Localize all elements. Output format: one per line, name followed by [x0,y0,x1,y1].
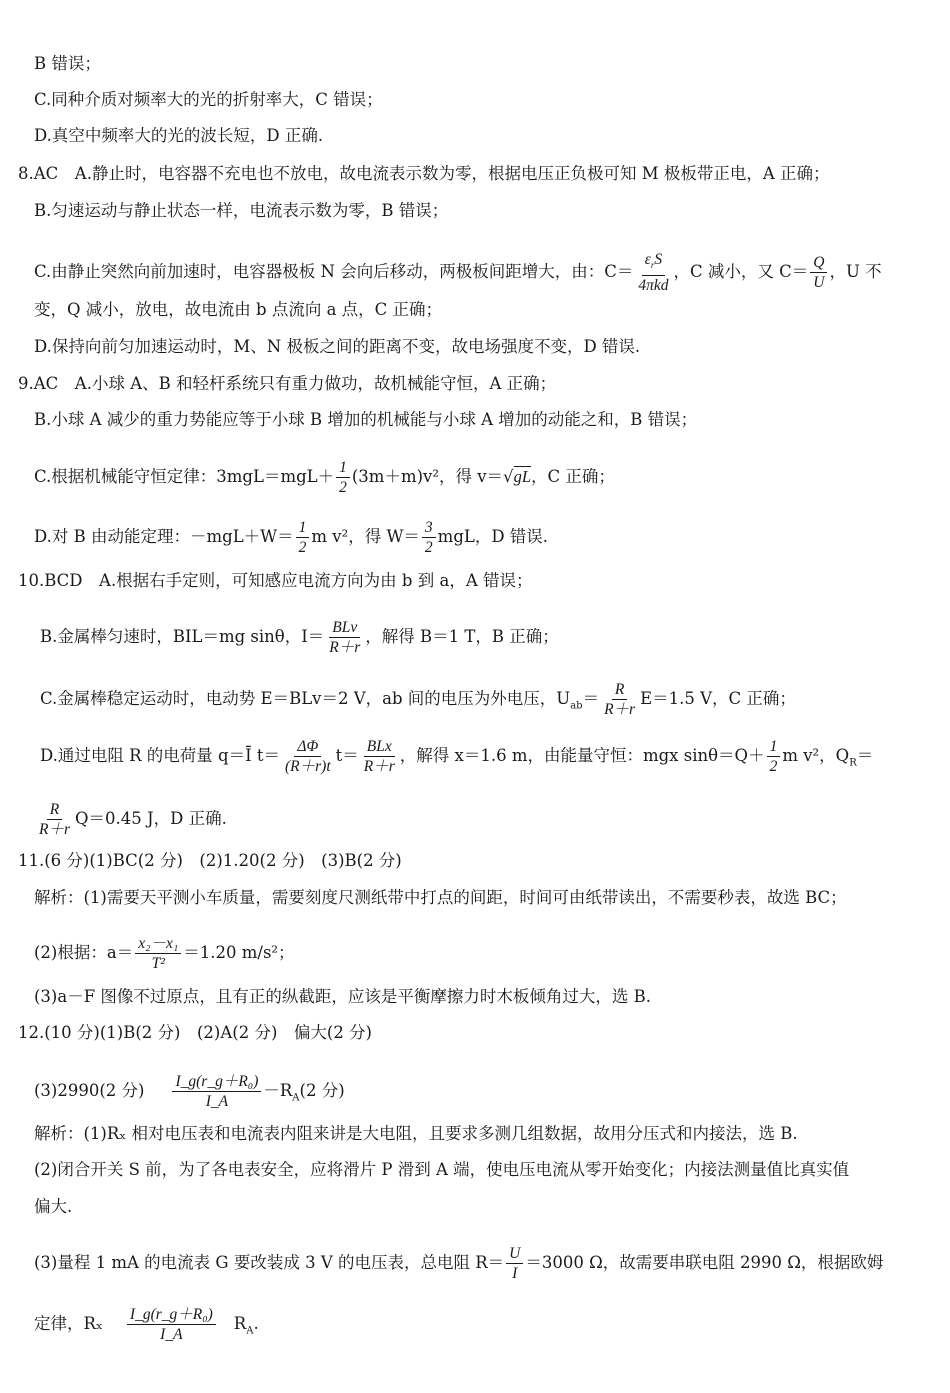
q12-part3-text-1: (3)2990(2 分) [34,1081,145,1100]
q9-d-text-1: D.对 B 由动能定理：－mgL＋W＝ [34,527,294,546]
q12-part3-text-2: －R [263,1081,293,1100]
q10-d-cont-text: Q＝0.45 J，D 正确. [75,809,227,828]
half-fraction [336,458,350,497]
q12-explain-3-text-1: (3)量程 1 mA 的电流表 G 要改装成 3 V 的电压表，总电阻 R＝ [34,1253,505,1272]
q10-c-text-2: E＝1.5 V，C 正确； [640,689,796,708]
q9-c-text-1: C.根据机械能守恒定律：3mgL＝mgL＋ [34,467,335,486]
rx-formula-denominator-2: I_A [160,1326,183,1343]
q10-d-text-4: m v²，Q [782,746,850,765]
blx-fraction [361,737,398,776]
rx-formula-fraction-2 [127,1305,216,1344]
rx-formula-numerator: I_g(r_g＋R₀) [172,1072,261,1092]
area-symbol: S [654,251,663,268]
q9-d-line [34,518,548,557]
q8-d: D.保持向前匀加速运动时，M、N 极板之间的距离不变，故电场强度不变，D 错误. [34,337,641,356]
q10-d-cont [34,800,227,839]
half-denominator: 2 [339,479,347,496]
q12-explain-3-cont-text-1: 定律，Rₓ [34,1314,103,1333]
q11-explain-2-text-2: ＝1.20 m/s²； [183,943,295,962]
blv-numerator: BLv [329,618,360,638]
blx-denominator: R＋r [363,758,395,775]
ra-subscript: A [292,1092,300,1104]
eps-subscript: r [650,260,655,271]
q12-part3 [34,1072,345,1111]
q-numerator: Q [810,253,827,273]
q8-c-text-2: ，C 减小，又 C＝ [673,262,809,282]
q11-explain-2-text-1: (2)根据：a＝ [34,943,134,962]
qr-subscript: R [849,757,857,769]
voltage-divider-fraction [601,680,638,719]
q10-d-text-3: ，解得 x＝1.6 m，由能量守恒：mgx sinθ＝Q＋ [399,746,765,765]
line-c-refraction: C.同种介质对频率大的光的折射率大，C 错误； [34,90,383,109]
q12-explain-1: 解析：(1)Rₓ 相对电压表和电流表内阻来讲是大电阻，且要求多测几组数据，故用分压式和内接法，选 B. [34,1124,798,1143]
q9-header: 9.AC A.小球 A、B 和轻杆系统只有重力做功，故机械能守恒，A 正确； [18,374,557,393]
line-d-wavelength: D.真空中频率大的光的波长短，D 正确. [34,126,324,145]
q12-explain-2: (2)闭合开关 S 前，为了各电表安全，应将滑片 P 滑到 A 端，使电压电流从零开始变化；内接法测量值比真实值 [34,1160,850,1179]
ra-subscript-2: A [246,1325,254,1337]
rx-formula-fraction [172,1072,261,1111]
q10-b-text-1: B.金属棒匀速时，BIL＝mg sinθ，I＝ [40,627,325,646]
q8-c-text-1: C.由静止突然向前加速时，电容器极板 N 会向后移动，两极板间距增大，由：C＝ [34,262,634,282]
q10-b-text-2: ，解得 B＝1 T，B 正确； [365,627,559,646]
uab-subscript: ab [570,700,583,712]
capacitance-fraction [635,250,671,295]
half-numerator: 1 [336,458,350,478]
half-denominator-2: 2 [298,539,307,556]
q12-explain-3-cont [34,1305,259,1344]
heat-r-numerator: R [47,800,62,820]
three-halves-fraction [422,518,436,557]
q12-header: 12.(10 分)(1)B(2 分) (2)A(2 分) 偏大(2 分) [18,1023,372,1042]
q9-c-text-2: (3m＋m)v²，得 v＝√ [351,467,514,486]
q8-header: 8.AC A.静止时，电容器不充电也不放电，故电流表示数为零，根据电压正负极可知 M 极板带正电，A 正确； [18,164,830,183]
final-period: . [253,1314,259,1333]
q11-explain-1: 解析：(1)需要天平测小车质量，需要刻度尺测纸带中打点的间距，时间可由纸带读出，不需要秒表，故选 BC； [34,888,847,907]
half-fraction-3 [767,737,781,776]
line-b-wrong: B 错误； [34,54,101,73]
three-numerator: 3 [422,518,436,538]
q8-b: B.匀速运动与静止状态一样，电流表示数为零，B 错误； [34,201,449,220]
r-plus-r-denominator-2: R＋r [604,701,636,718]
q10-c-text-1: C.金属棒稳定运动时，电动势 E＝BLv＝2 V，ab 间的电压为外电压，U [40,689,571,708]
sqrt-gl: gL [513,467,531,486]
q12-explain-3-text-2: ＝3000 Ω，故需要串联电阻 2990 Ω，根据欧姆 [525,1253,884,1272]
q12-explain-3 [34,1244,883,1283]
capacitance-denominator: 4πkd [638,277,669,295]
u-numerator: U [506,1244,523,1264]
q8-c-text-3: ，U 不 [829,262,882,282]
blx-numerator: BLx [364,737,395,757]
rx-formula-denominator: I_A [205,1093,229,1110]
rx-formula-numerator-2: I_g(r_g＋R₀) [127,1305,216,1325]
flux-fraction [282,737,334,776]
q10-d-equals: ＝ [856,746,874,765]
q8-c-line [34,250,882,295]
delta-phi-numerator: ΔΦ [294,737,321,757]
r-numerator: R [612,680,627,700]
x-diff-numerator: x₂－x₁ [135,934,181,954]
q12-part3-text-3: (2 分) [299,1081,345,1100]
q11-explain-3: (3)a－F 图像不过原点，且有正的纵截距，应该是平衡摩擦力时木板倾角过大，选 B. [34,987,652,1006]
t-squared-denominator: T² [151,955,165,972]
half-fraction-2 [296,518,310,557]
q10-header: 10.BCD A.根据右手定则，可知感应电流方向为由 b 到 a，A 错误； [18,571,533,590]
q11-explain-2 [34,934,295,973]
r-plus-r-denominator: R＋r [329,639,361,656]
q10-d-line [40,737,873,776]
current-fraction [326,618,363,657]
half-numerator-2: 1 [296,518,310,538]
u-denominator: U [813,274,825,292]
heat-r-denominator: R＋r [39,821,71,838]
q11-header: 11.(6 分)(1)BC(2 分) (2)1.20(2 分) (3)B(2 分) [18,851,402,870]
q10-d-text-2: t＝ [335,746,359,765]
eps-symbol: ε [644,251,651,268]
q9-c-text-3: ，C 正确； [531,467,615,486]
ra-symbol: R [233,1314,247,1333]
heat-share-fraction [36,800,73,839]
q-over-u-fraction [810,253,827,292]
q10-c-equals: ＝ [582,689,600,708]
i-denominator: I [512,1265,518,1282]
q10-d-text-1: D.通过电阻 R 的电荷量 q＝Ī t＝ [40,746,280,765]
half-numerator-3: 1 [767,737,781,757]
q8-c-cont: 变，Q 减小，放电，故电流由 b 点流向 a 点，C 正确； [34,300,443,319]
two-denominator: 2 [424,539,433,556]
q12-explain-2-cont: 偏大. [34,1197,73,1216]
q9-d-text-2: m v²，得 W＝ [311,527,420,546]
acceleration-fraction [135,934,181,973]
q9-d-text-3: mgL，D 错误. [437,527,549,546]
q9-b: B.小球 A 减少的重力势能应等于小球 B 增加的机械能与小球 A 增加的动能之和，B 错误； [34,410,698,429]
half-denominator-3: 2 [769,758,778,775]
q10-b-line [40,618,559,657]
flux-denominator: (R＋r)t [285,758,331,775]
q9-c-line [34,458,615,497]
u-over-i-fraction [506,1244,523,1283]
q10-c-line [40,680,796,719]
